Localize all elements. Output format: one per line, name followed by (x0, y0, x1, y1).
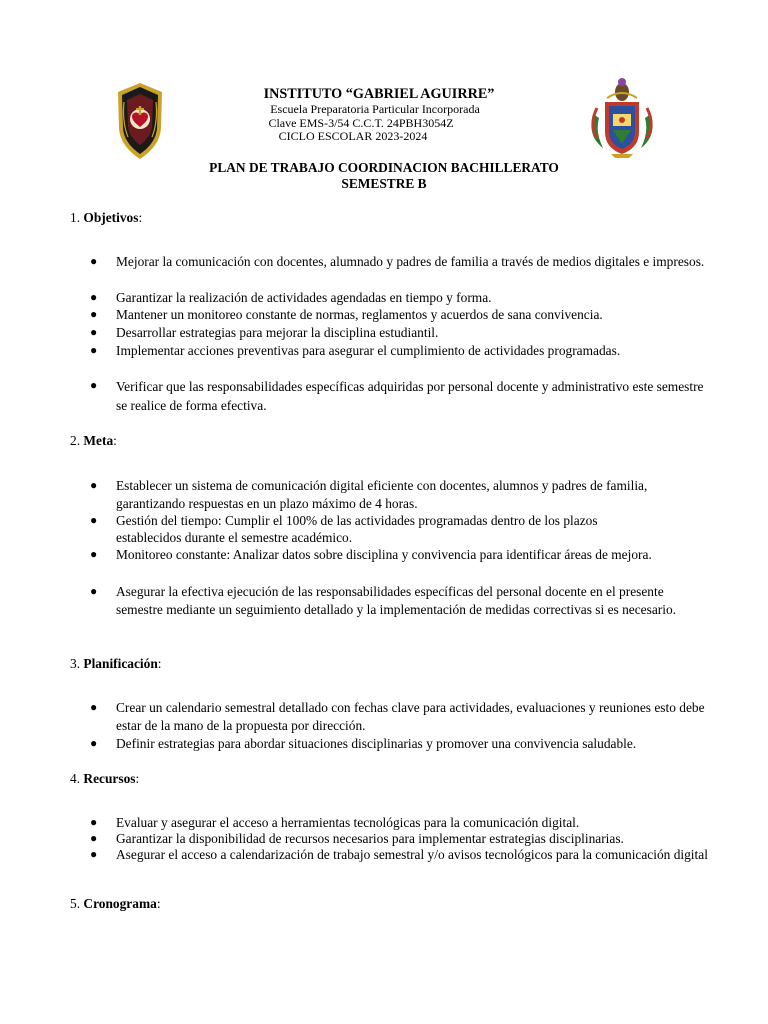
list-item-text: Garantizar la disponibilidad de recursos necesarios para implementar estrategias disciplinarias. (116, 831, 624, 846)
bullet-icon: ● (90, 815, 98, 829)
list-item-text: Crear un calendario semestral detallado con fechas clave para actividades, evaluaciones y reuniones esto debe estar de la mano de la propuesta por dirección. (116, 700, 705, 733)
section-suffix: : (156, 896, 161, 911)
section-heading-recursos (70, 770, 730, 787)
section-heading-cronograma (70, 895, 730, 912)
section-suffix: : (138, 210, 143, 225)
section-title: Objetivos (83, 210, 139, 225)
plan-title-line2: SEMESTRE B (341, 176, 427, 191)
list-item (90, 324, 710, 341)
school-type: Escuela Preparatoria Particular Incorporada (270, 102, 480, 116)
section-number: 3. (70, 656, 81, 671)
bullet-icon: ● (90, 513, 98, 527)
school-year: CICLO ESCOLAR 2023-2024 (278, 129, 428, 143)
section-heading-objetivos (70, 209, 730, 226)
section-number: 1. (70, 210, 81, 225)
bullet-icon: ● (90, 584, 98, 598)
bullet-icon: ● (90, 307, 98, 321)
list-item (90, 699, 710, 735)
list-item-text: Implementar acciones preventivas para asegurar el cumplimiento de actividades programadas. (116, 343, 621, 358)
list-item-text: Definir estrategias para abordar situaciones disciplinarias y promover una convivencia saludable. (116, 736, 637, 751)
list-item-text: Verificar que las responsabilidades específicas adquiridas por personal docente y administrativo este semestre se realice de forma efectiva. (116, 379, 704, 413)
bullet-icon: ● (90, 378, 98, 392)
section-suffix: : (113, 433, 117, 448)
bullet-icon: ● (90, 254, 98, 268)
section-heading-meta (70, 432, 730, 449)
bullet-icon: ● (90, 700, 98, 714)
list-item (90, 583, 710, 619)
institution-name: INSTITUTO “GABRIEL AGUIRRE” (263, 86, 495, 102)
list-item-text: Mejorar la comunicación con docentes, alumnado y padres de familia a través de medios digitales e impresos. (116, 254, 705, 269)
list-item-text: Asegurar la efectiva ejecución de las responsabilidades específicas del personal docente en el presente semestre mediante un seguimiento detallado y la implementación de medidas correctivas si es necesario. (116, 584, 676, 617)
list-item (90, 253, 710, 271)
section-title: Cronograma (83, 896, 157, 911)
bullet-icon: ● (90, 478, 98, 492)
list-item (90, 735, 710, 752)
list-item-text: Asegurar el acceso a calendarización de trabajo semestral y/o avisos tecnológicos para la comunicación digital (116, 847, 708, 862)
bullet-icon: ● (90, 547, 98, 561)
list-item (90, 342, 710, 359)
list-item (90, 289, 710, 306)
bullet-icon: ● (90, 343, 98, 357)
list-item-text: Evaluar y asegurar el acceso a herramientas tecnológicas para la comunicación digital. (116, 815, 580, 830)
list-item-text: Monitoreo constante: Analizar datos sobre disciplina y convivencia para identificar áreas de mejora. (116, 547, 652, 562)
list-item (90, 306, 710, 323)
section-title: Recursos (83, 771, 136, 786)
bullet-icon: ● (90, 325, 98, 339)
list-item (90, 477, 710, 513)
plan-title-line1: PLAN DE TRABAJO COORDINACION BACHILLERATO (209, 160, 559, 175)
section-suffix: : (157, 656, 162, 671)
section-number: 5. (70, 896, 81, 911)
school-code: Clave EMS-3/54 C.C.T. 24PBH3054Z (268, 115, 454, 130)
coat-of-arms-logo (585, 74, 659, 160)
list-item (90, 815, 710, 831)
bullet-icon: ● (90, 847, 98, 861)
section-number: 4. (70, 771, 81, 786)
list-item-text: Establecer un sistema de comunicación digital eficiente con docentes, alumnos y padres de familia, garantizando respuestas en un plazo máximo de 4 horas. (116, 478, 648, 511)
section-number: 2. (70, 433, 81, 448)
list-item (90, 512, 710, 546)
list-item (90, 377, 710, 415)
list-item (90, 831, 710, 847)
bullet-icon: ● (90, 831, 98, 845)
bullet-icon: ● (90, 736, 98, 750)
list-item (90, 847, 710, 863)
letterhead (200, 86, 570, 144)
section-title: Meta (83, 433, 114, 448)
list-item (90, 546, 710, 563)
list-item-text: Desarrollar estrategias para mejorar la disciplina estudiantil. (116, 325, 439, 340)
list-item-text: Mantener un monitoreo constante de normas, reglamentos y acuerdos de sana convivencia. (116, 307, 603, 322)
bullet-icon: ● (90, 290, 98, 304)
plan-title (150, 160, 618, 192)
list-item-text: Gestión del tiempo: Cumplir el 100% de las actividades programadas dentro de los plazos establecidos durante el semestre académico. (116, 513, 598, 545)
section-heading-planificacion (70, 655, 730, 672)
section-title: Planificación (83, 656, 158, 671)
list-item-text: Garantizar la realización de actividades agendadas en tiempo y forma. (116, 290, 492, 305)
section-suffix: : (135, 771, 140, 786)
